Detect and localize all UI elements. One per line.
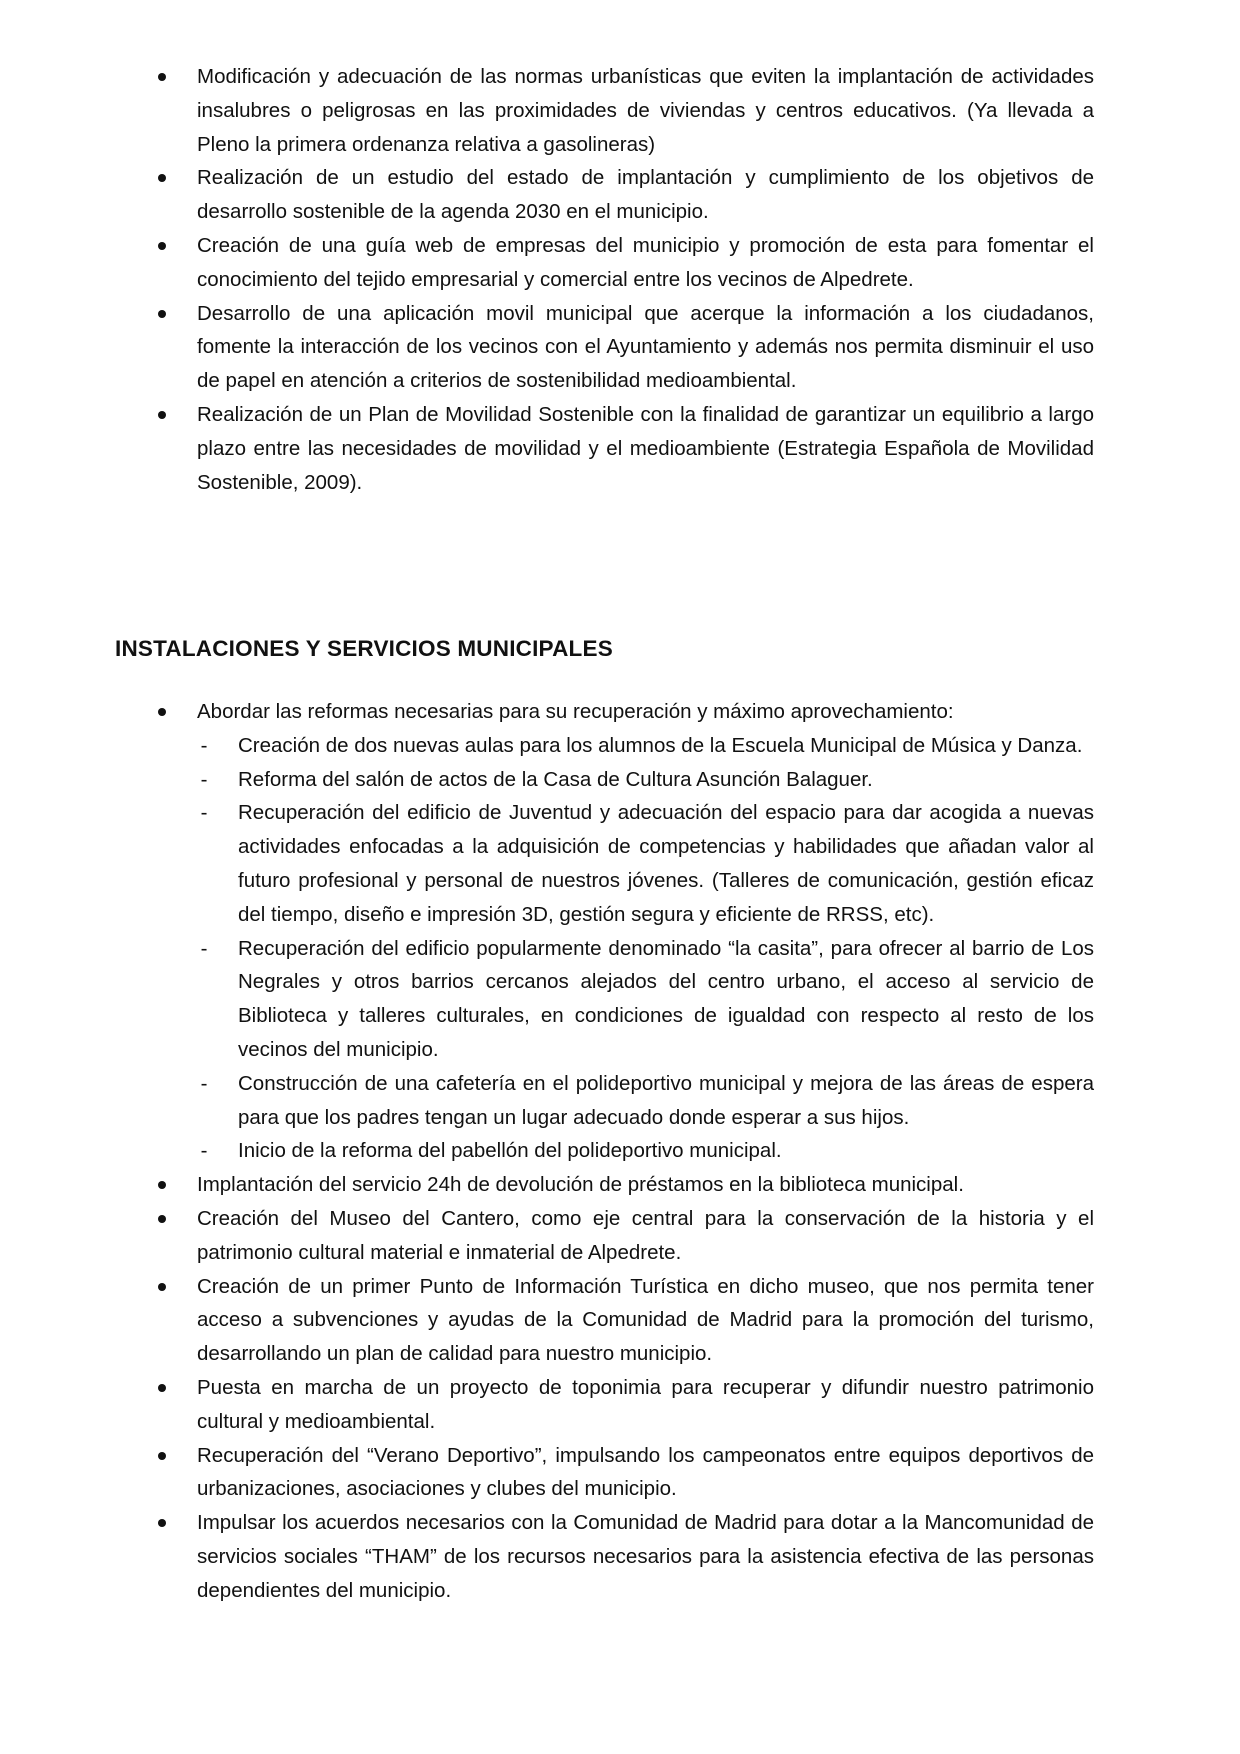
sub-list-item-text: Inicio de la reforma del pabellón del polideportivo municipal.: [238, 1139, 782, 1163]
sub-list-item: [200, 1134, 1094, 1168]
bullet-icon: [158, 1519, 166, 1527]
sub-list-item: [200, 796, 1094, 931]
sub-list-item-text: Recuperación del edificio de Juventud y adecuación del espacio para dar acogida a nuevas actividades enfocadas a la adquisición de competencias y habilidades que añadan valor al futuro profesional y personal de nuestros jóvenes. (Talleres de comunicación, gestión eficaz del tiempo, diseño e impresión 3D, gestión segura y eficiente de RRSS, etc).: [238, 801, 1094, 926]
sub-list-item: [200, 1067, 1094, 1135]
list-item: [197, 60, 1094, 161]
bullet-icon: [158, 1283, 166, 1291]
bullet-icon: [158, 73, 166, 81]
section-heading: INSTALACIONES Y SERVICIOS MUNICIPALES: [115, 636, 613, 661]
bullet-icon: [158, 1384, 166, 1392]
dash-icon: -: [200, 936, 208, 960]
bullet-list: [0, 60, 1240, 499]
sub-list-item-text: Creación de dos nuevas aulas para los alumnos de la Escuela Municipal de Música y Danza.: [238, 733, 1083, 757]
top-bullet-list: [0, 60, 1240, 499]
bullet-list: [0, 695, 1240, 729]
section-bullet-list: [0, 695, 1240, 1608]
bullet-icon: [158, 1452, 166, 1460]
list-item-text: Creación del Museo del Cantero, como eje central para la conservación de la historia y el patrimonio cultural material e inmaterial de Alpedrete.: [197, 1206, 1094, 1264]
list-item-text: Recuperación del “Verano Deportivo”, impulsando los campeonatos entre equipos deportivos de urbanizaciones, asociaciones y clubes del municipio.: [197, 1443, 1094, 1501]
sub-list: [0, 729, 1240, 1168]
dash-icon: -: [200, 801, 208, 825]
dash-icon: -: [200, 1071, 208, 1095]
list-item-text: Implantación del servicio 24h de devolución de préstamos en la biblioteca municipal.: [197, 1173, 964, 1197]
list-item: [197, 229, 1094, 297]
sub-list-item-text: Construcción de una cafetería en el polideportivo municipal y mejora de las áreas de espera para que los padres tengan un lugar adecuado donde esperar a sus hijos.: [238, 1071, 1094, 1129]
list-item-text: Desarrollo de una aplicación movil municipal que acerque la información a los ciudadanos, fomente la interacción de los vecinos con el Ayuntamiento y además nos permita disminuir el uso de papel en atención a criterios de sostenibilidad medioambiental.: [197, 301, 1094, 393]
bullet-icon: [158, 708, 166, 716]
list-item-text: Creación de un primer Punto de Información Turística en dicho museo, que nos permita tener acceso a subvenciones y ayudas de la Comunidad de Madrid para la promoción del turismo, desarrollando un plan de calidad para nuestro municipio.: [197, 1274, 1094, 1366]
dash-icon: -: [200, 767, 208, 791]
bullet-icon: [158, 1215, 166, 1223]
list-item-text: Modificación y adecuación de las normas urbanísticas que eviten la implantación de actividades insalubres o peligrosas en las proximidades de viviendas y centros educativos. (Ya llevada a Pleno la primera ordenanza relativa a gasolineras): [197, 65, 1094, 156]
sub-list-item: [200, 763, 1094, 797]
list-item-text: Realización de un Plan de Movilidad Sostenible con la finalidad de garantizar un equilibrio a largo plazo entre las necesidades de movilidad y el medioambiente (Estrategia Española de Movilidad Sostenible, 2009).: [197, 402, 1094, 494]
list-item: [197, 695, 1094, 729]
list-item-text: Realización de un estudio del estado de implantación y cumplimiento de los objetivos de desarrollo sostenible de la agenda 2030 en el municipio.: [197, 166, 1094, 224]
sub-list-item: [200, 729, 1094, 763]
bullet-icon: [158, 242, 166, 250]
sub-list-item-text: Reforma del salón de actos de la Casa de Cultura Asunción Balaguer.: [238, 767, 873, 791]
list-item: [197, 398, 1094, 499]
list-item-text: Creación de una guía web de empresas del municipio y promoción de esta para fomentar el conocimiento del tejido empresarial y comercial entre los vecinos de Alpedrete.: [197, 233, 1094, 291]
list-item-text: Puesta en marcha de un proyecto de toponimia para recuperar y difundir nuestro patrimonio cultural y medioambiental.: [197, 1375, 1094, 1433]
bullet-icon: [158, 411, 166, 419]
list-item-text: Impulsar los acuerdos necesarios con la Comunidad de Madrid para dotar a la Mancomunidad de servicios sociales “THAM” de los recursos necesarios para la asistencia efectiva de las personas dependientes del municipio.: [197, 1511, 1094, 1602]
sub-list-item: [200, 932, 1094, 1067]
dash-icon: -: [200, 1139, 208, 1163]
sub-list-item-text: Recuperación del edificio popularmente denominado “la casita”, para ofrecer al barrio de Los Negrales y otros barrios cercanos alejados del centro urbano, el acceso al servicio de Biblioteca y talleres culturales, en condiciones de igualdad con respecto al resto de los vecinos del municipio.: [238, 936, 1094, 1061]
bullet-icon: [158, 310, 166, 318]
list-item: [197, 1439, 1094, 1507]
list-item: [197, 1168, 1094, 1202]
list-item: [197, 297, 1094, 398]
dash-icon: -: [200, 733, 208, 757]
list-item: [197, 161, 1094, 229]
list-item-text: Abordar las reformas necesarias para su recuperación y máximo aprovechamiento:: [197, 700, 954, 723]
bullet-list: [0, 1168, 1240, 1607]
list-item: [197, 1506, 1094, 1607]
bullet-icon: [158, 1181, 166, 1189]
list-item: [197, 1202, 1094, 1270]
list-item: [197, 1270, 1094, 1371]
bullet-icon: [158, 174, 166, 182]
list-item: [197, 1371, 1094, 1439]
